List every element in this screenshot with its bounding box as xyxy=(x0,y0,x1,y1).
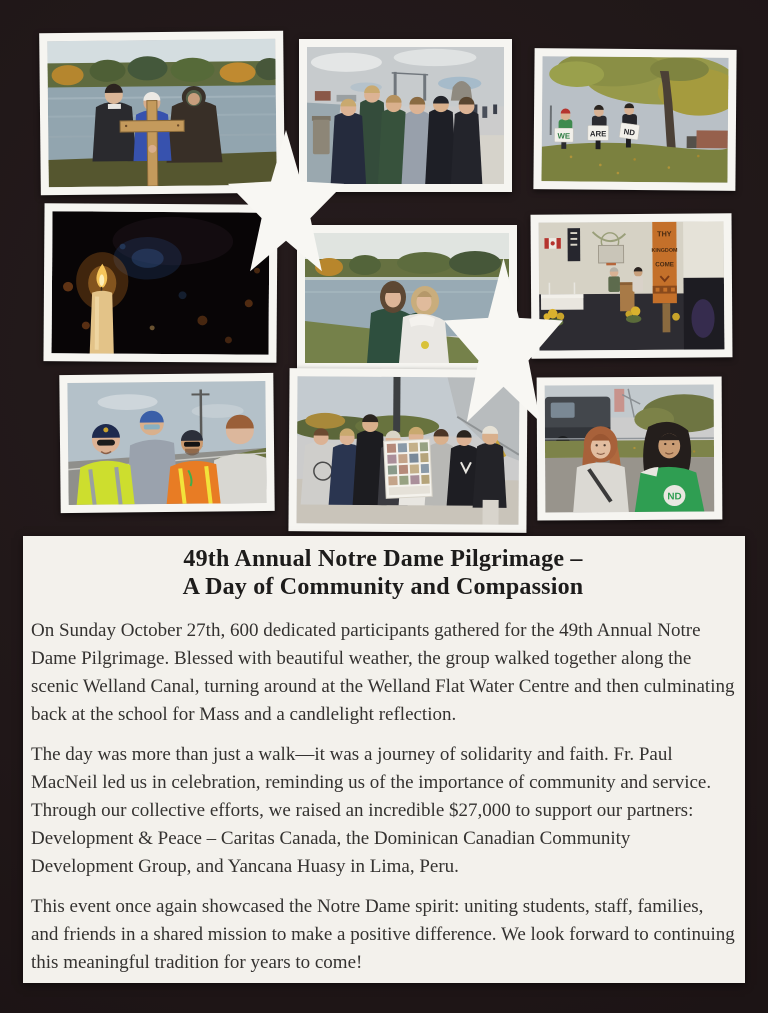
gym-mass-illustration xyxy=(539,221,725,350)
sign-nd-text: ND xyxy=(623,127,636,138)
article-paragraph-2: The day was more than just a walk—it was a journey of solidarity and faith. Fr. Paul MacNeil led us in celebration, reminding us of the importance of community and service. Through our collective efforts, we raised an incredible $27,000 to support our partners: Development & Peace – Caritas Canada, the Dominican Canadian Community Development Group, and Yancana Huasy in Lima, Peru. xyxy=(31,744,712,877)
banner-kingdom-text: KINGDOM xyxy=(651,247,678,254)
article-paragraph-1: On Sunday October 27th, 600 dedicated participants gathered for the 49th Annual Notre Dame Pilgrimage. Blessed with beautiful weather, the group walked together along the scenic Welland Canal, turning around at the Welland Flat Water Centre and then culminating back at the school for Mass and a candlelight reflection. xyxy=(31,620,735,725)
photo-we-are-nd xyxy=(533,48,736,191)
article-title-line1: 49th Annual Notre Dame Pilgrimage – xyxy=(183,546,583,572)
article-paragraph-3: This event once again showcased the Notre Dame spirit: uniting students, staff, families, and friends in a shared mission to make a positive difference. We look forward to continuing this meaningful tradition for years to come! xyxy=(31,896,735,973)
star-icon xyxy=(441,258,566,423)
photo-safety-vests xyxy=(59,373,274,513)
sign-we-text: WE xyxy=(557,131,571,141)
safety-vests-illustration xyxy=(67,381,266,505)
banner-come-text: COME xyxy=(655,261,674,269)
article-title-line2: A Day of Community and Compassion xyxy=(182,574,584,600)
banner-thy-text: THY xyxy=(657,229,672,239)
sign-are-text: ARE xyxy=(589,129,607,139)
we-are-nd-illustration xyxy=(541,56,728,183)
star-icon xyxy=(225,130,347,272)
jersey-nd-logo: ND xyxy=(667,491,682,503)
two-friends-illustration xyxy=(545,385,715,513)
article-card xyxy=(23,536,745,983)
